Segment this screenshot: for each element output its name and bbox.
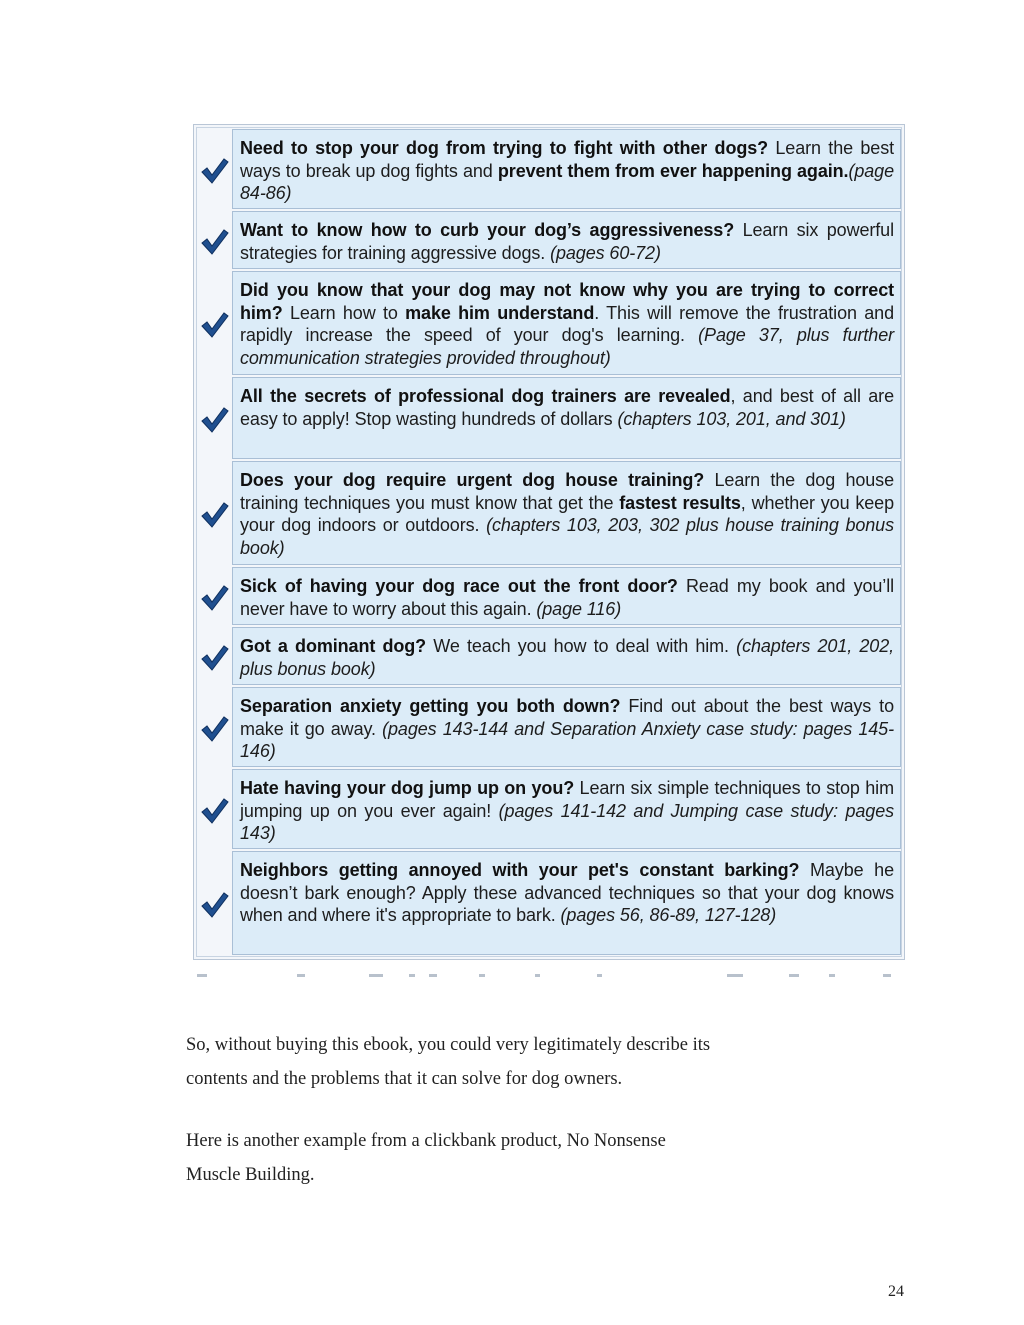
checkmark-icon bbox=[198, 713, 230, 745]
feature-headline: Neighbors getting annoyed with your pet's constant barking? bbox=[240, 860, 800, 880]
feature-row bbox=[194, 461, 904, 565]
page-reference: (chapters 201, 202, plus bonus book) bbox=[240, 636, 895, 679]
feature-text bbox=[232, 461, 901, 565]
checkmark-icon bbox=[198, 889, 230, 921]
checkmark-icon bbox=[198, 642, 230, 674]
feature-body: Learn how to bbox=[282, 302, 406, 323]
paragraph-1 bbox=[186, 1028, 826, 1096]
feature-text bbox=[232, 567, 901, 625]
feature-headline: Need to stop your dog from trying to fight with other dogs? bbox=[240, 138, 769, 158]
feature-headline: Separation anxiety getting you both down? bbox=[240, 696, 621, 716]
feature-body: , and best of all are easy to apply! Stop wasting hundreds of dollars bbox=[240, 386, 894, 429]
feature-text bbox=[232, 687, 901, 767]
feature-body: Learn six simple techniques to stop him jumping up on you ever again! bbox=[240, 778, 894, 821]
feature-headline: Got a dominant dog? bbox=[240, 636, 427, 656]
feature-body: Learn the best ways to break up dog fights and bbox=[240, 138, 894, 181]
feature-body: , whether you keep your dog indoors or outdoors. bbox=[240, 492, 894, 535]
page-reference: (pages 143-144 and Separation Anxiety case study: pages 145-146) bbox=[240, 718, 894, 761]
checkmark-icon bbox=[198, 404, 230, 436]
feature-body: Read my book and you’ll never have to worry about this again. bbox=[240, 576, 894, 619]
feature-text bbox=[232, 851, 901, 955]
feature-headline: Did you know that your dog may not know why you are trying to correct him? bbox=[240, 280, 894, 323]
page-reference: (chapters 103, 201, and 301) bbox=[617, 408, 846, 429]
page-reference: (pages 56, 86-89, 127-128) bbox=[560, 905, 777, 925]
paragraph-2-line-2: Muscle Building. bbox=[186, 1165, 315, 1185]
feature-headline: Does your dog require urgent dog house training? bbox=[240, 470, 705, 490]
feature-headline: Hate having your dog jump up on you? bbox=[240, 778, 575, 798]
page-reference: (page 116) bbox=[536, 598, 622, 619]
feature-body: We teach you how to deal with him. bbox=[426, 636, 737, 656]
feature-row bbox=[194, 129, 904, 209]
feature-text bbox=[232, 271, 901, 375]
checkmark-icon bbox=[198, 226, 230, 258]
page-reference: (chapters 103, 203, 302 plus house training bonus book) bbox=[240, 515, 894, 558]
feature-headline: Sick of having your dog race out the front door? bbox=[240, 576, 678, 596]
feature-text bbox=[232, 769, 901, 849]
feature-row bbox=[194, 377, 904, 459]
feature-body: Find out about the best ways to make it go away. bbox=[240, 696, 894, 739]
feature-body: . This will remove the frustration and rapidly increase the speed of your dog's learning. bbox=[240, 302, 894, 345]
feature-row bbox=[194, 851, 904, 955]
feature-row bbox=[194, 271, 904, 375]
feature-headline: fastest results bbox=[619, 492, 741, 513]
page-reference: (page 84-86) bbox=[240, 160, 894, 203]
feature-headline: All the secrets of professional dog trainers are revealed bbox=[240, 386, 731, 406]
feature-row bbox=[194, 769, 904, 849]
page-reference: (pages 141-142 and Jumping case study: pages 143) bbox=[240, 800, 894, 843]
feature-body: Learn six powerful strategies for training aggressive dogs. bbox=[240, 220, 894, 263]
feature-body: Maybe he doesn’t bark enough? Apply these advanced techniques so that your dog knows when and where it's appropriate to bark. bbox=[240, 860, 894, 925]
feature-row bbox=[194, 687, 904, 767]
feature-row bbox=[194, 567, 904, 625]
page-reference: (Page 37, plus further communication strategies provided throughout) bbox=[240, 325, 895, 368]
feature-headline: prevent them from ever happening again. bbox=[497, 160, 849, 181]
feature-text bbox=[232, 129, 901, 209]
feature-headline: Want to know how to curb your dog’s aggressiveness? bbox=[240, 220, 735, 240]
paragraph-2-line-1: Here is another example from a clickbank product, No Nonsense bbox=[186, 1131, 666, 1151]
paragraph-2 bbox=[186, 1124, 826, 1192]
scan-artifact-marks bbox=[193, 968, 905, 986]
feature-row bbox=[194, 627, 904, 685]
checkmark-icon bbox=[198, 155, 230, 187]
page-number: 24 bbox=[888, 1283, 904, 1300]
feature-list-image bbox=[193, 124, 905, 960]
checkmark-icon bbox=[198, 582, 230, 614]
paragraph-1-line-1: So, without buying this ebook, you could very legitimately describe its bbox=[186, 1035, 711, 1055]
feature-row bbox=[194, 211, 904, 269]
checkmark-icon bbox=[198, 309, 230, 341]
checkmark-icon bbox=[198, 499, 230, 531]
feature-text bbox=[232, 627, 901, 685]
feature-headline: make him understand bbox=[405, 302, 595, 323]
feature-body: Learn the dog house training techniques you must know that get the bbox=[240, 470, 894, 513]
paragraph-1-line-2: contents and the problems that it can solve for dog owners. bbox=[186, 1069, 623, 1089]
feature-text bbox=[232, 211, 901, 269]
checkmark-icon bbox=[198, 795, 230, 827]
page-reference: (pages 60-72) bbox=[550, 242, 661, 263]
feature-text bbox=[232, 377, 901, 459]
